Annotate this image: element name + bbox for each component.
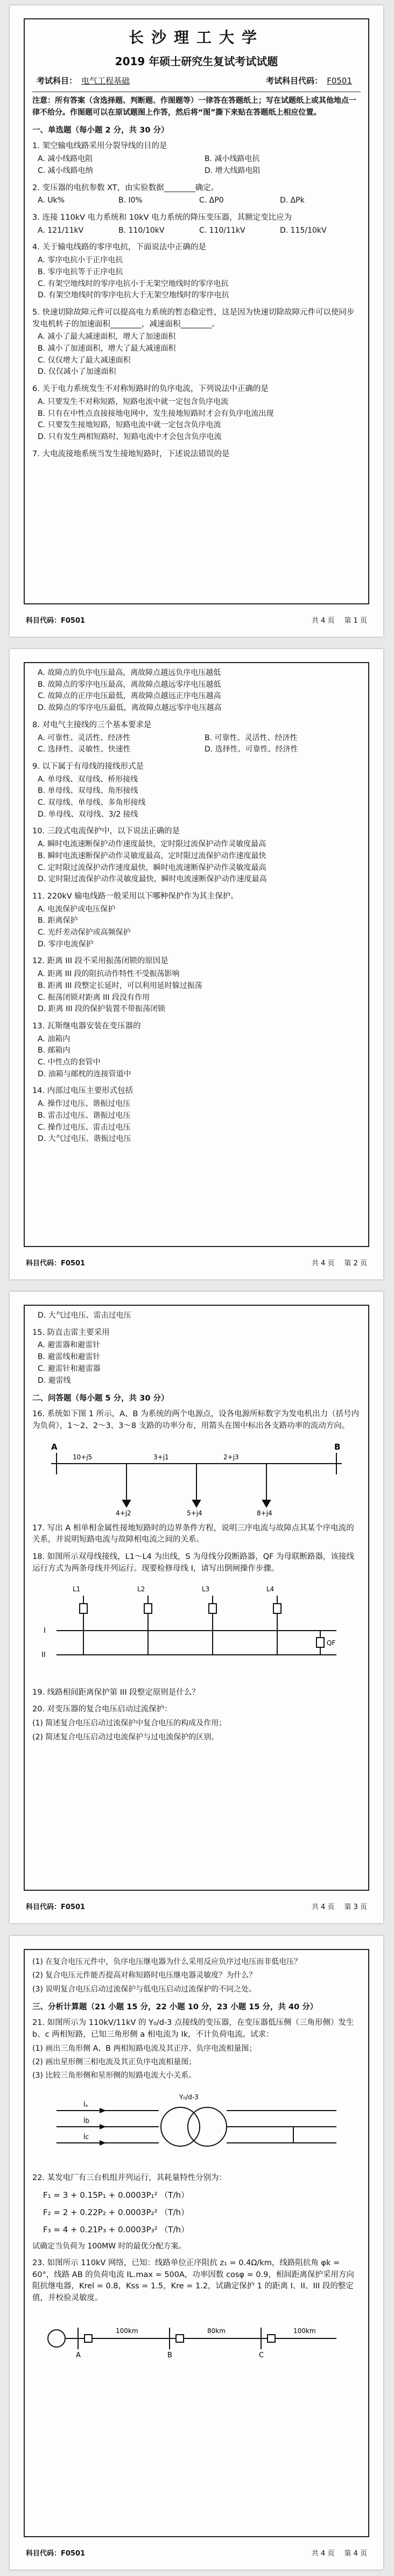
q20-sub-2: (2) 简述复合电压启动过电流保护与过电流保护的区别。 [32,1732,219,1742]
node-b-label: B [334,1442,341,1452]
q14-option-d: D. 大气过电压、雷击过电压 [38,1311,131,1320]
question-stem: 14. 内部过电压主要形式包括 [32,1087,133,1096]
q16-stem: 16. 系统如下图 1 所示，A、B 为系统的两个电源点，设各电源所标数字为发电机出力（括号内为负荷），1～2、2～3、3～8 支路的功率分布，用箭头在图中标出各支路功率的流动方向。 [32,1410,360,1430]
branch-label-3: 2+j3 [223,1453,239,1461]
option-item: B. 单母线、双母线、角形接线 [38,786,138,796]
question-options [32,1098,361,1145]
node-c-label: C [259,2351,264,2359]
length-bc-label: 80km [207,2327,226,2335]
option-item: B. I0% [118,196,143,205]
exam-title: 2019 年硕士研究生复试考试试题 [115,55,278,68]
option-item: C. 操作过电压、雷击过电压 [38,1123,131,1132]
exam-page-3 [10,1292,383,1923]
question-stem: 2. 变压器的电抗参数 XT，由实验数据________确定。 [32,183,219,192]
option-item: C. 定时限过流保护动作速度最快，瞬时电流速断保护动作灵敏度最高 [38,863,266,872]
q21-stem: 21. 如图所示为 110kV/11kV 的 Y₀/d-3 点接线的变压器，在变压器低压侧（三角形侧）发生 b、c 两相短路，已知三角形侧 a 相电流为 Ik，不计负荷电流。试求： [32,2018,354,2039]
option-item: A. 电流保护或电压保护 [38,904,116,914]
option-item: A. 可靠性、灵活性、经济性 [38,733,131,742]
q21-sub-1: (1) 画出三角形侧 A、B 两相短路电流及其正序、负序电流相量图； [32,2044,257,2053]
node-b-label: B [167,2351,172,2359]
option-item: D. 只有发生两相短路时，短路电流中才会包含负序电流 [38,432,222,441]
formula-f2: F₂ = 2 + 0.22P₂ + 0.0003P₂² （T/h） [43,2207,189,2217]
q17-stem: 17. 写出 A 相单相金属性接地短路时的边界条件方程，说明三序电流与故障点其某个序电流的关系，并说明短路电流与故障相电流之间的关系。 [32,1523,354,1544]
node-a-label: A [76,2351,81,2359]
current-b-label: İb [83,2117,90,2125]
option-item: D. 距离 III 段的保护装置不带振荡闭锁 [38,1005,165,1014]
option-item: A. 只要发生不对称短路，短路电流中就一定包含负序电流 [38,397,229,406]
load-label-1: 4+j2 [116,1509,131,1517]
q19-stem: 19. 线路相间距离保护第 III 段整定原则是什么？ [32,1688,200,1697]
q7-options [32,667,361,714]
option-item: D. 零序电流保护 [38,939,94,949]
node-a-label: A [51,1442,58,1452]
question-list [32,141,361,460]
option-item: A. 121/11kV [38,226,84,235]
q20-sub-1: (1) 简述复合电压启动过流保护中复合电压的构成及作用； [32,1719,227,1728]
question-options [32,255,361,302]
exam-page-2 [10,649,383,1279]
section-2-title: 二、问答题（每小题 5 分，共 30 分） [32,1394,169,1403]
line-l2-label: L2 [137,1585,145,1593]
option-item: B. 距离 III 段整定长延时，可以利用延时躲过振荡 [38,981,202,990]
load-label-2: 5+j4 [187,1509,202,1517]
q22-end: 试确定当负荷为 100MW 时的最优分配方案。 [32,2241,186,2251]
question-options [32,1034,361,1081]
question-options [32,733,361,756]
line-l1-label: L1 [73,1585,81,1593]
subject-field: 考试科目： 电气工程基础 [37,76,130,86]
option-item: D. 115/10kV [280,226,327,235]
page-footer: 科目代码：F0501 共 4 页 第 3 页 [26,1903,367,1911]
option-item: B. 零序电抗等于正序电抗 [38,267,123,276]
option-item: C. 双母线、单母线、多角形接线 [38,798,146,807]
q18-stem: 18. 如图所示双母线接线，L1～L4 为出线，S 为母线分段断路器，QF 为母联断路器，该接线运行方式为两条母线并列运行。现要检修母线 I，请写出倒闸操作步骤。 [32,1552,355,1573]
option-item: D. 单母线、双母线、3/2 接线 [38,810,138,819]
bus-ii-label: II [41,1651,46,1659]
question-stem: 11. 220kV 输电线路一般采用以下哪种保护作为其主保护。 [32,892,238,901]
question-list [32,720,361,1145]
q21-sub-3: (3) 比较三角形侧和星形侧的短路电流大小关系。 [32,2071,196,2080]
line-l3-label: L3 [202,1585,210,1593]
load-label-3: 8+j4 [257,1509,272,1517]
option-item: D. 仅仅减小了加速面积 [38,367,116,377]
length-cd-label: 100km [293,2327,316,2335]
question-options [32,331,361,378]
bus-coupler-label: QF [327,1639,336,1647]
question-options [32,396,361,443]
section-1-title: 一、单选题（每小题 2 分，共 30 分） [32,126,169,135]
page-frame [24,1305,369,1891]
formula-f3: F₃ = 4 + 0.21P₃ + 0.0003P₃² （T/h） [43,2224,189,2234]
current-c-label: İc [83,2133,89,2141]
option-item: C. 振荡闭锁对距离 III 段没有作用 [38,993,150,1002]
question-options [32,839,361,886]
option-item: D. 选择性、可靠性、经济性 [205,745,298,754]
page-frame [24,18,369,604]
bus-i-label: I [44,1626,46,1635]
question-options [32,774,361,821]
option-item: D. ΔPk [280,196,305,205]
question-stem: 9. 以下属于有母线的接线形式是 [32,762,144,771]
intro-line-2: (2) 复合电压元件能否提高对称短路时电压继电器灵敏度？为什么？ [32,1971,257,1980]
option-item: C. 选择性、灵敏性、快速性 [38,745,131,754]
option-item: A. 故障点的负序电压最高，离故障点越远负序电压越低 [38,669,221,677]
question-options [32,969,361,1015]
formula-f1: F₁ = 3 + 0.15P₁ + 0.0003P₁² （T/h） [43,2190,189,2200]
network-line [51,1453,342,1507]
option-item: B. 邮箱内 [38,1046,71,1055]
q22-stem: 22. 某发电厂有三台机组并列运行，其耗量特性分别为： [32,2173,227,2182]
option-item: C. 仅仅增大了最大减速面积 [38,356,131,365]
intro-line-3: (3) 说明复合电压启动过流保护与低电压启动过流保护的不同之处。 [32,1985,257,1994]
page-frame [24,662,369,1247]
page-footer: 科目代码：F0501 共 4 页 第 1 页 [26,617,367,625]
option-item: B. 瞬时电流速断保护动作灵敏度最高，定时限过流保护动作速度最快 [38,851,266,860]
option-item: A. 操作过电压、谐振过电压 [38,1099,131,1109]
option-item: B. 只有在中性点直接接地电网中，发生接地短路时才会有负序电流出现 [38,409,274,418]
question-stem: 5. 快速切除故障元件可以提高电力系统的暂态稳定性，这是因为快速切除故障元件可以使同步发电机转子的加速面积________，减速面积________。 [32,308,355,329]
option-item: B. 雷击过电压、谐振过电压 [38,1111,131,1120]
question-stem: 10. 三段式电流保护中，以下说法正确的是 [32,827,180,836]
figure-2-double-bus [35,1579,358,1682]
option-item: B. 减小了加速面积，增大了最大减速面积 [38,344,176,353]
option-item: D. 故障点的零序电压最低，离故障点越远零序电压越高 [38,704,222,713]
figure-3-transformer [35,2086,358,2167]
option-item: C. 只要发生接地短路，短路电流中就一定包含负序电流 [38,421,221,430]
university-name: 长沙理工大学 [128,29,264,46]
q23-stem: 23. 如图所示 110kV 网络，已知：线路单位正序阻抗 z₁ = 0.4Ω/km，线路阻抗角 φk = 60°，线路 AB 的负荷电流 IL.max = 500A，功率因数 cosφ = 0.9，相间距离保护采用方向阻抗继电器，Krel = 0.8，Kss = 1.5，Kre = 1.2，试确定保护 1 的距离 I、II、III 段的整定值，并校验灵敏度。 [32,2258,354,2303]
option-item: A. Uk% [38,196,65,205]
q15-options: A. 避雷器和避雷针 B. 避雷线和避雷针 C. 避雷针和避雷器 D. 避雷线 [38,1341,101,1385]
option-item: B. 故障点的零序电压最高，离故障点越远零序电压越低 [38,680,221,689]
branch-label-1: 10+j5 [73,1453,93,1461]
branch-label-2: 3+j1 [153,1453,169,1461]
length-ab-label: 100km [116,2327,138,2335]
q21-sub-2: (2) 画出星形侧三相电流及其正负序电流相量图； [32,2058,196,2067]
option-item: B. 110/10kV [118,226,165,235]
question-options [32,904,361,951]
exam-meta [32,75,361,86]
option-item: B. 距离保护 [38,916,78,925]
q15-stem: 15. 防直击雷主要采用 [32,1328,110,1337]
current-a-label: İₐ [83,2100,88,2108]
option-item: C. 光纤差动保护或高频保护 [38,928,131,937]
option-item: A. 零序电抗小于正序电抗 [38,256,123,265]
option-item: A. 减小线路电阻 [38,155,93,164]
question-stem: 13. 瓦斯继电器安装在变压器的 [32,1021,141,1031]
option-item: A. 油箱内 [38,1034,71,1043]
option-item: A. 距离 III 段的阻抗动作特性不受振荡影响 [38,970,180,979]
question-stem: 8. 对电气主接线的三个基本要求是 [32,720,152,729]
question-options [32,195,361,207]
option-item: C. 故障点的正序电压最低，离故障点越远正序电压越高 [38,692,221,701]
option-item: A. 减小了最大减速面积，增大了加速面积 [38,332,176,342]
intro-line-1: (1) 在复合电压元件中，负序电压继电器为什么采用反应负序过电压而非低电压？ [32,1958,302,1966]
q20-stem: 20. 对变压器的复合电压启动过流保护： [32,1705,172,1714]
exam-page-4 [10,1936,383,2570]
option-item: D. 有架空地线时的零序电抗大于无架空地线时的零序电抗 [38,291,229,300]
option-item: D. 油箱与邮枕的连接管道中 [38,1069,131,1078]
question-stem: 12. 距离 III 段不采用振荡闭锁的原因是 [32,957,168,966]
option-item: D. 大气过电压、谐振过电压 [38,1134,131,1144]
page-frame [24,1949,369,2537]
transformer-label: Y₀/d-3 [179,2093,199,2101]
option-item: D. 增大线路电阻 [205,166,261,175]
exam-notice: 注意：所有答案（含选择题、判断题、作图题等）一律答在答题纸上；写在试题纸上或其他地点一律不给分。作图题可以在原试题图上作答，然后将“图”撕下来贴在答题纸上相应位置。 [32,92,361,119]
option-item: B. 减小线路电抗 [205,155,260,164]
option-item: B. 可靠性、灵活性、经济性 [205,733,298,742]
line-l4-label: L4 [266,1585,275,1593]
page-footer: 科目代码：F0501 共 4 页 第 4 页 [26,2550,367,2558]
section-3-title: 三、分析计算题（21 小题 15 分，22 小题 10 分，23 小题 15 分，共 40 分） [32,2003,318,2012]
option-item: C. ΔP0 [199,196,224,205]
question-stem: 4. 关于输电线路的零序电抗，下面说法中正确的是 [32,243,206,252]
question-stem: 6. 关于电力系统发生不对称短路时的负序电流，下列说法中正确的是 [32,385,269,394]
exam-page-1 [10,5,383,637]
page-footer: 科目代码：F0501 共 4 页 第 2 页 [26,1259,367,1268]
option-item: C. 中性点的套管中 [38,1058,101,1067]
question-options [32,154,361,177]
option-item: A. 瞬时电流速断保护动作速度最快，定时限过流保护动作灵敏度最高 [38,840,266,849]
option-item: A. 单母线、双母线、桥形接线 [38,775,138,784]
code-field: 考试科目代码： F0501 [266,76,352,86]
option-item: C. 减小线路电纳 [38,166,93,175]
figure-4-line-network [35,2309,358,2368]
question-stem: 3. 连接 110kV 电力系统和 10kV 电力系统的降压变压器，其额定变比应为 [32,213,292,222]
question-stem: 1. 架空输电线路采用分裂导线的目的是 [32,142,167,151]
figure-1-network [35,1437,358,1517]
option-item: C. 有架空地线时的零序电抗小于无架空地线时的零序电抗 [38,279,229,288]
question-options [32,225,361,237]
option-item: D. 定时限过流保护动作灵敏度最快，瞬时电流速断保护动作速度最高 [38,875,267,884]
option-item: C. 110/11kV [199,226,245,235]
question-stem: 7. 大电流接地系统当发生接地短路时，下述说法错误的是 [32,449,230,458]
